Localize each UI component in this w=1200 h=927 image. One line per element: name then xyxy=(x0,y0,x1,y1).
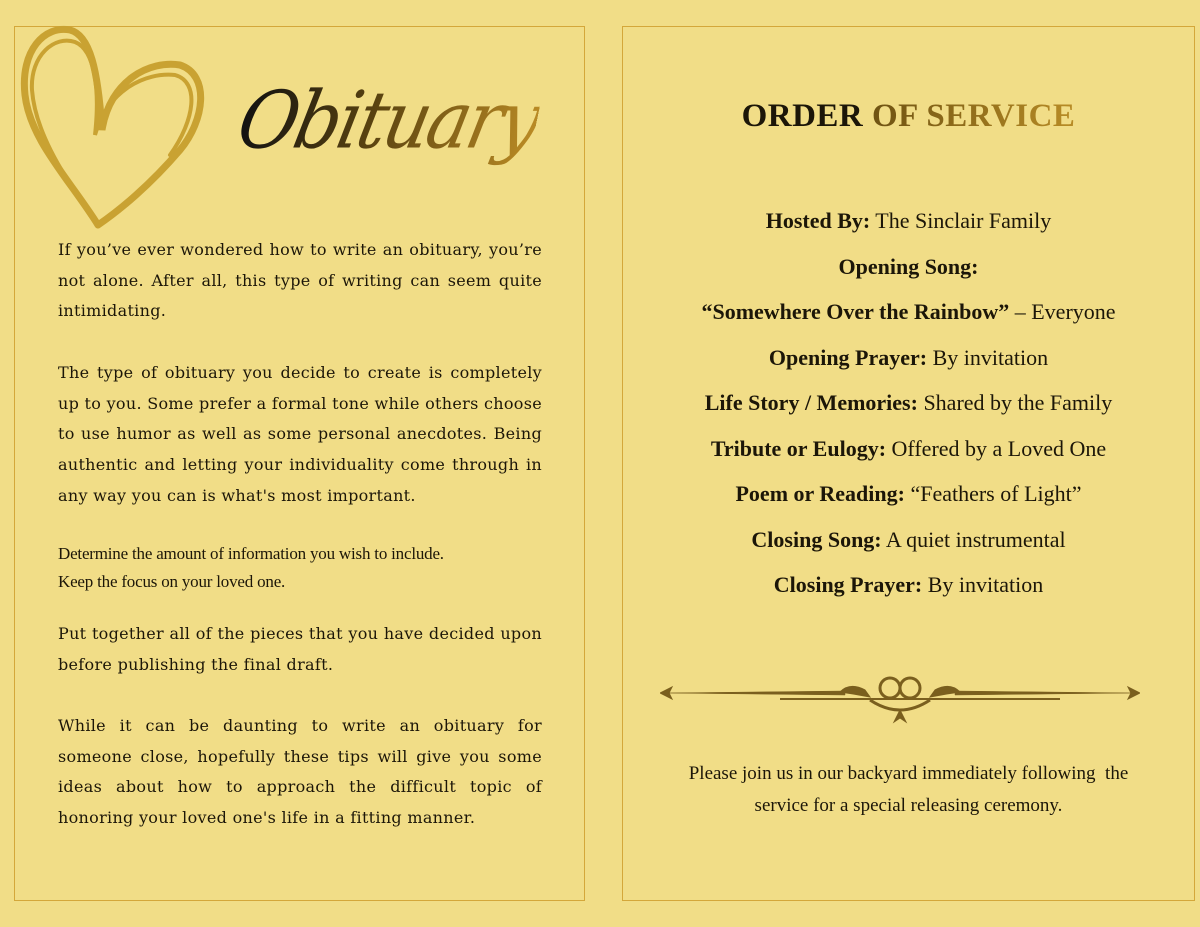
paragraph-4: Put together all of the pieces that you have decided upon before publishing the final draft. xyxy=(58,624,542,674)
service-item xyxy=(622,388,1195,434)
service-item-label: Life Story / Memories: xyxy=(704,390,918,415)
service-item xyxy=(622,206,1195,252)
paragraph-2: The type of obituary you decide to create is completely up to you. Some prefer a formal tone while others choose to use humor as well as some personal anecdotes. Being authentic and letting your individuality come through in any way you can is what's most important. xyxy=(58,363,542,505)
service-item xyxy=(622,479,1195,525)
service-item-label: Poem or Reading: xyxy=(735,481,905,506)
title-part-1: ORDER xyxy=(741,98,873,134)
service-item xyxy=(622,252,1195,298)
service-item xyxy=(622,570,1195,616)
closing-line-1: Please join us in our backyard immediately following the xyxy=(688,763,1129,784)
closing-note xyxy=(622,758,1195,822)
service-item xyxy=(622,525,1195,571)
service-item-value: “Feathers of Light” xyxy=(904,481,1082,506)
service-item-label: Hosted By: xyxy=(765,208,871,233)
paragraph-1: If you’ve ever wondered how to write an obituary, you’re not alone. After all, this type of writing can seem quite intimidating. xyxy=(58,240,542,321)
service-item xyxy=(622,297,1195,343)
heart-icon xyxy=(10,20,220,240)
service-item-value: By invitation xyxy=(927,344,1049,370)
service-item-label: “Somewhere Over the Rainbow” xyxy=(701,299,1010,324)
service-item xyxy=(622,343,1195,389)
closing-line-2: service for a special releasing ceremony. xyxy=(754,795,1063,816)
paragraph-3-line-1: Determine the amount of information you wish to include. xyxy=(58,544,444,563)
service-item-value: By invitation xyxy=(922,572,1044,597)
service-item-label: Tribute or Eulogy: xyxy=(710,435,887,461)
service-items xyxy=(622,206,1195,616)
service-item-value: The Sinclair Family xyxy=(870,208,1052,233)
paragraph-5: While it can be daunting to write an obituary for someone close, hopefully these tips will give you some ideas about how to approach the difficult topic of honoring your loved one's life in a fitting manner. xyxy=(58,716,542,828)
service-item-label: Closing Song: xyxy=(751,526,882,552)
service-item-label: Opening Prayer: xyxy=(768,344,928,370)
order-of-service-title xyxy=(622,98,1195,135)
ornamental-divider-icon xyxy=(660,670,1140,730)
service-item-value: A quiet instrumental xyxy=(881,526,1066,552)
obituary-title: Obituary xyxy=(230,73,548,167)
service-item-value: – Everyone xyxy=(1009,299,1116,324)
service-item xyxy=(622,434,1195,480)
service-item-value: Shared by the Family xyxy=(917,390,1113,415)
service-item-value: Offered by a Loved One xyxy=(886,435,1107,461)
paragraph-3-line-2: Keep the focus on your loved one. xyxy=(58,572,286,591)
service-item-label: Closing Prayer: xyxy=(773,572,923,597)
title-part-2: OF SERVICE xyxy=(872,98,1076,134)
service-item-label: Opening Song: xyxy=(838,253,979,279)
paragraph-3 xyxy=(58,540,542,596)
